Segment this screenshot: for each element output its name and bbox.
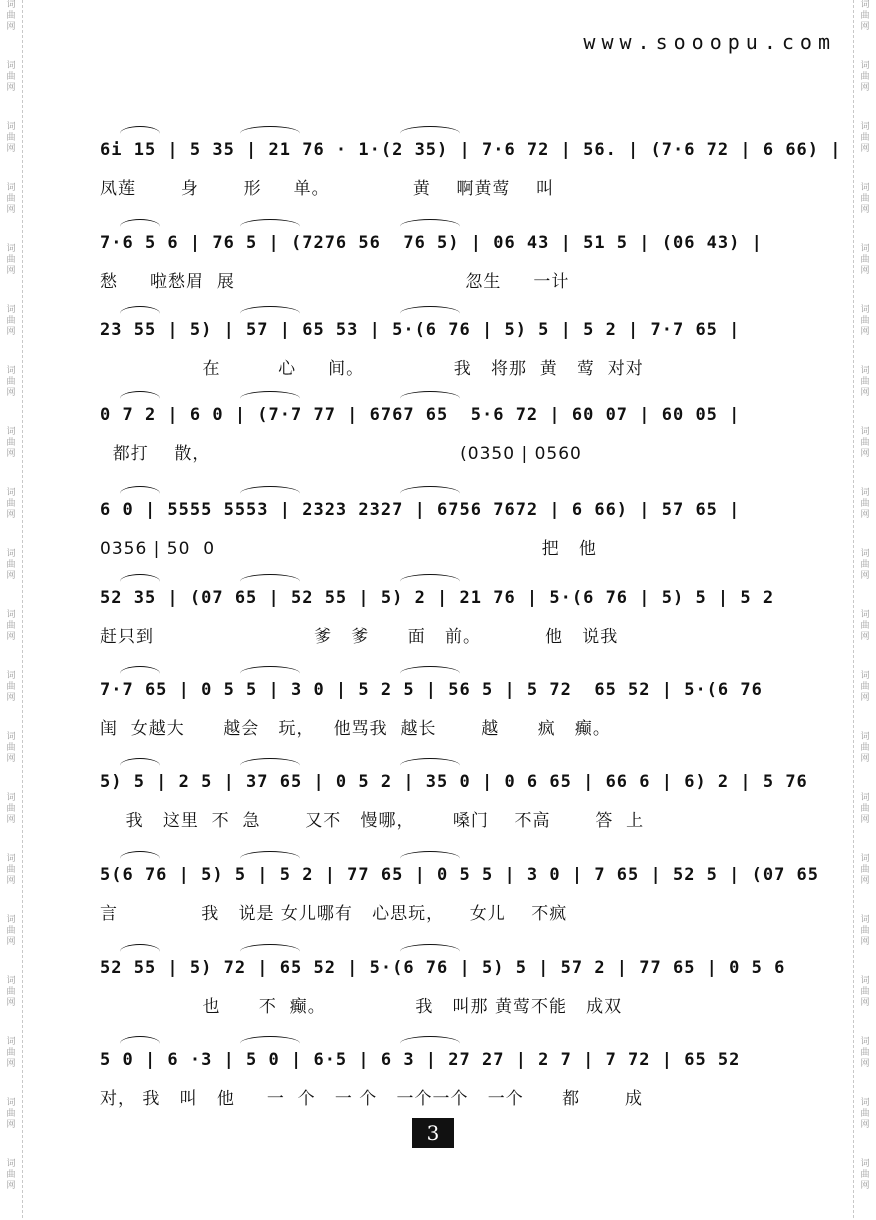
- slur-mark: [240, 486, 300, 501]
- watermark-mark: 词 曲 网: [860, 671, 870, 703]
- watermark-mark: 词 曲 网: [860, 183, 870, 215]
- notation-line: 6 0 | 5555 5553 | 2323 2327 | 6756 7672 | 6 66) | 57 65 |: [100, 500, 741, 520]
- watermark-mark: 词 曲 网: [6, 976, 16, 1008]
- slur-mark: [400, 666, 460, 681]
- slur-mark: [400, 1036, 460, 1051]
- slur-mark: [400, 391, 460, 406]
- slur-mark: [120, 574, 160, 589]
- watermark-mark: 词 曲 网: [860, 122, 870, 154]
- slur-mark: [240, 944, 300, 959]
- slur-mark: [120, 1036, 160, 1051]
- slur-mark: [400, 126, 460, 141]
- watermark-mark: 词 曲 网: [6, 549, 16, 581]
- notation-line: 0 7 2 | 6 0 | (7·7 77 | 6767 65 5·6 72 | 60 07 | 60 05 |: [100, 405, 741, 425]
- slur-mark: [240, 126, 300, 141]
- watermark-mark: 词 曲 网: [860, 732, 870, 764]
- slur-mark: [240, 306, 300, 321]
- lyric-line: 闺 女越大 越会 玩， 他骂我 越长 越 疯 癫。: [100, 719, 611, 739]
- watermark-mark: 词 曲 网: [6, 610, 16, 642]
- lyric-line: 在 心 间。 我 将那 黄 莺 对对: [100, 359, 644, 379]
- slur-mark: [400, 574, 460, 589]
- watermark-mark: 词 曲 网: [6, 244, 16, 276]
- score-system: [100, 958, 786, 1018]
- watermark-mark: 词 曲 网: [860, 61, 870, 93]
- slur-mark: [120, 219, 160, 234]
- right-margin: [853, 0, 876, 1218]
- notation-line: 5 0 | 6 ·3 | 5 0 | 6·5 | 6 3 | 27 27 | 2 7 | 7 72 | 65 52: [100, 1050, 741, 1070]
- score-system: [100, 140, 842, 200]
- slur-mark: [120, 391, 160, 406]
- slur-mark: [240, 851, 300, 866]
- slur-mark: [400, 486, 460, 501]
- slur-mark: [120, 758, 160, 773]
- watermark-mark: 词 曲 网: [6, 1098, 16, 1130]
- slur-mark: [240, 219, 300, 234]
- notation-line: 52 55 | 5) 72 | 65 52 | 5·(6 76 | 5) 5 | 57 2 | 77 65 | 0 5 6: [100, 958, 786, 978]
- watermark-mark: 词 曲 网: [860, 488, 870, 520]
- score-system: [100, 1050, 780, 1110]
- watermark-mark: 词 曲 网: [860, 793, 870, 825]
- page-number: 3: [412, 1118, 454, 1148]
- watermark-mark: 词 曲 网: [860, 976, 870, 1008]
- left-margin: [0, 0, 23, 1218]
- watermark-mark: 词 曲 网: [6, 1159, 16, 1191]
- watermark-mark: 词 曲 网: [860, 854, 870, 886]
- watermark-mark: 词 曲 网: [6, 1037, 16, 1069]
- lyric-line: 言 我 说是 女儿哪有 心思玩， 女儿 不疯: [100, 904, 568, 924]
- watermark-mark: 词 曲 网: [6, 122, 16, 154]
- slur-mark: [240, 758, 300, 773]
- site-url: www.sooopu.com: [583, 30, 836, 54]
- lyric-line: 凤莲 身 形 单。 黄 啊黄莺 叫: [100, 179, 555, 199]
- slur-mark: [400, 219, 460, 234]
- score-system: [100, 772, 808, 832]
- watermark-mark: 词 曲 网: [860, 366, 870, 398]
- score-system: [100, 233, 780, 293]
- slur-mark: [120, 666, 160, 681]
- score-system: [100, 405, 780, 465]
- slur-mark: [400, 758, 460, 773]
- watermark-mark: 词 曲 网: [860, 549, 870, 581]
- watermark-mark: 词 曲 网: [6, 732, 16, 764]
- slur-mark: [400, 944, 460, 959]
- watermark-mark: 词 曲 网: [860, 305, 870, 337]
- watermark-mark: 词 曲 网: [6, 366, 16, 398]
- watermark-mark: 词 曲 网: [6, 61, 16, 93]
- watermark-mark: 词 曲 网: [6, 427, 16, 459]
- slur-mark: [120, 486, 160, 501]
- notation-line: 5(6 76 | 5) 5 | 5 2 | 77 65 | 0 5 5 | 3 0 | 7 65 | 52 5 | (07 65: [100, 865, 820, 885]
- notation-line: 23 55 | 5) | 57 | 65 53 | 5·(6 76 | 5) 5 | 5 2 | 7·7 65 |: [100, 320, 741, 340]
- lyric-line: 对， 我 叫 他 一 个 一 个 一个一个 一个 都 成: [100, 1089, 643, 1109]
- notation-line: 5) 5 | 2 5 | 37 65 | 0 5 2 | 35 0 | 0 6 65 | 66 6 | 6) 2 | 5 76: [100, 772, 808, 792]
- notation-line: 52 35 | (07 65 | 52 55 | 5) 2 | 21 76 | 5·(6 76 | 5) 5 | 5 2: [100, 588, 775, 608]
- score-system: [100, 320, 780, 380]
- watermark-mark: 词 曲 网: [860, 244, 870, 276]
- slur-mark: [120, 851, 160, 866]
- score-system: [100, 588, 780, 648]
- watermark-mark: 词 曲 网: [860, 0, 870, 32]
- watermark-mark: 词 曲 网: [860, 915, 870, 947]
- watermark-mark: 词 曲 网: [6, 305, 16, 337]
- lyric-line: 0356 | 50 0 把 他: [100, 539, 597, 559]
- slur-mark: [120, 126, 160, 141]
- watermark-mark: 词 曲 网: [860, 1037, 870, 1069]
- slur-mark: [240, 574, 300, 589]
- watermark-mark: 词 曲 网: [6, 671, 16, 703]
- watermark-mark: 词 曲 网: [6, 488, 16, 520]
- watermark-mark: 词 曲 网: [6, 0, 16, 32]
- slur-mark: [400, 851, 460, 866]
- lyric-line: 赶只到 爹 爹 面 前。 他 说我: [100, 627, 619, 647]
- watermark-mark: 词 曲 网: [6, 854, 16, 886]
- watermark-mark: 词 曲 网: [860, 1098, 870, 1130]
- lyric-line: 我 这里 不 急 又不 慢哪， 嗓门 不高 答 上: [100, 811, 645, 831]
- slur-mark: [240, 1036, 300, 1051]
- score-system: [100, 865, 820, 925]
- notation-line: 7·6 5 6 | 76 5 | (7276 56 76 5) | 06 43 | 51 5 | (06 43) |: [100, 233, 763, 253]
- slur-mark: [400, 306, 460, 321]
- watermark-mark: 词 曲 网: [860, 1159, 870, 1191]
- watermark-mark: 词 曲 网: [6, 183, 16, 215]
- slur-mark: [240, 666, 300, 681]
- watermark-mark: 词 曲 网: [6, 915, 16, 947]
- score-system: [100, 500, 780, 560]
- watermark-mark: 词 曲 网: [6, 793, 16, 825]
- notation-line: 7·7 65 | 0 5 5 | 3 0 | 5 2 5 | 56 5 | 5 72 65 52 | 5·(6 76: [100, 680, 763, 700]
- watermark-mark: 词 曲 网: [860, 427, 870, 459]
- lyric-line: 也 不 癫。 我 叫那 黄莺不能 成双: [100, 997, 623, 1017]
- left-watermark-column: [0, 0, 22, 1220]
- slur-mark: [120, 306, 160, 321]
- notation-line: 6i 15 | 5 35 | 21 76 · 1·(2 35) | 7·6 72 | 56. | (7·6 72 | 6 66) |: [100, 140, 842, 160]
- slur-mark: [120, 944, 160, 959]
- score-system: [100, 680, 780, 740]
- lyric-line: 都打 散， (0350 | 0560: [100, 444, 582, 464]
- right-watermark-column: [854, 0, 876, 1220]
- slur-mark: [240, 391, 300, 406]
- watermark-mark: 词 曲 网: [860, 610, 870, 642]
- lyric-line: 愁 啦愁眉 展 忽生 一计: [100, 272, 570, 292]
